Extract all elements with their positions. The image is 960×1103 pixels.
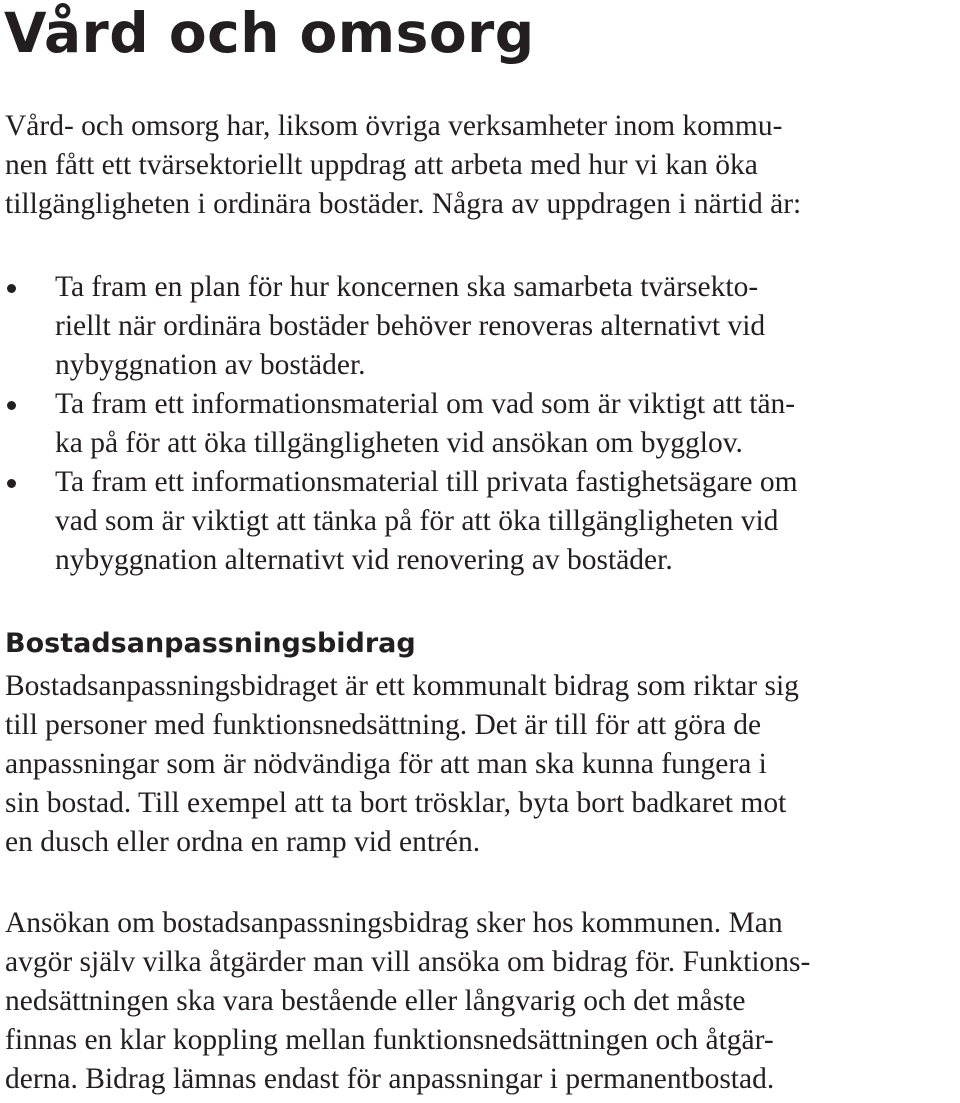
paragraph-line: Bostadsanpassningsbidraget är ett kommunalt bidrag som riktar sig (5, 670, 799, 702)
intro-line: Vård- och omsorg har, liksom övriga verksamheter inom kommu- (5, 110, 783, 142)
intro-line: nen fått ett tvärsektoriellt uppdrag att arbeta med hur vi kan öka (5, 149, 758, 181)
paragraph-line: avgör själv vilka åtgärder man vill ansöka om bidrag för. Funktions- (5, 946, 811, 978)
paragraph-line: finnas en klar koppling mellan funktionsnedsättningen och åtgär- (5, 1024, 774, 1056)
bullet-icon (7, 479, 16, 488)
bullet-line: Ta fram ett informationsmaterial till privata fastighetsägare om (55, 466, 798, 498)
bullet-line: riellt när ordinära bostäder behöver renoveras alternativt vid (55, 310, 766, 342)
bullet-item (5, 385, 798, 463)
paragraph-line: till personer med funktionsnedsättning. Det är till för att göra de (5, 709, 762, 741)
bullet-line: Ta fram en plan för hur koncernen ska samarbeta tvärsekto- (55, 271, 759, 303)
bullet-list (5, 268, 798, 580)
paragraph-line: en dusch eller ordna en ramp vid entrén. (5, 826, 481, 858)
paragraph-line: anpassningar som är nödvändiga för att man ska kunna fungera i (5, 748, 767, 780)
bullet-line: vad som är viktigt att tänka på för att öka tillgängligheten vid (55, 505, 779, 537)
intro-line: tillgängligheten i ordinära bostäder. Några av uppdragen i närtid är: (5, 188, 802, 220)
paragraph-line: nedsättningen ska vara bestående eller långvarig och det måste (5, 985, 746, 1017)
page-title: Vård och omsorg (4, 1, 535, 65)
section-heading: Bostadsanpassningsbidrag (5, 628, 416, 659)
paragraph-line: Ansökan om bostadsanpassningsbidrag sker hos kommunen. Man (5, 907, 783, 939)
bullet-line: ka på för att öka tillgängligheten vid ansökan om bygglov. (55, 427, 743, 459)
paragraph-line: sin bostad. Till exempel att ta bort trösklar, byta bort badkaret mot (5, 787, 787, 819)
bullet-item (5, 463, 798, 580)
bullet-line: nybyggnation av bostäder. (55, 349, 366, 381)
bullet-icon (7, 401, 16, 410)
section-paragraph-2 (5, 904, 810, 1099)
bullet-icon (7, 284, 16, 293)
bullet-item (5, 268, 798, 385)
bullet-line: nybyggnation alternativt vid renovering av bostäder. (55, 544, 673, 576)
paragraph-line: derna. Bidrag lämnas endast för anpassningar i permanentbostad. (5, 1063, 775, 1095)
bullet-line: Ta fram ett informationsmaterial om vad som är viktigt att tän- (55, 388, 796, 420)
section-paragraph-1 (5, 667, 799, 862)
intro-paragraph (5, 107, 801, 224)
